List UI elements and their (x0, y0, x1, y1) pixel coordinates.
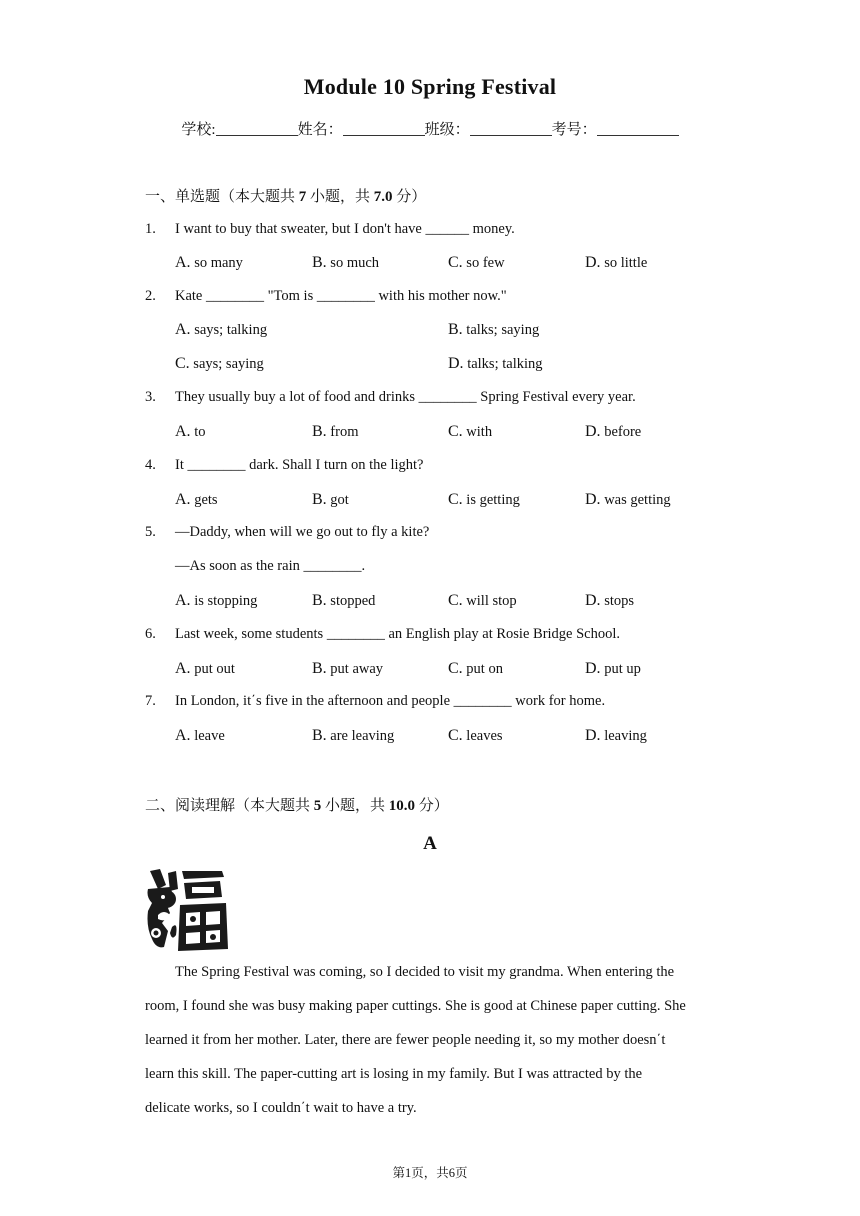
option-letter: D. (585, 592, 601, 609)
option-c[interactable] (175, 355, 264, 373)
option-text: before (604, 424, 642, 440)
question-6 (145, 626, 620, 643)
option-text: put out (194, 661, 235, 677)
section-question-count: 7 (298, 189, 307, 205)
option-b[interactable] (312, 423, 358, 441)
option-text: so little (604, 255, 648, 271)
question-text: In London, it΄s five in the afternoon and people ________ work for home. (175, 693, 606, 709)
option-d[interactable] (585, 592, 634, 610)
question-1 (145, 221, 515, 238)
number-blank (597, 121, 679, 136)
option-d[interactable] (585, 727, 647, 745)
option-c[interactable] (448, 254, 505, 272)
option-text: says; saying (193, 356, 264, 372)
option-d[interactable] (585, 254, 647, 272)
option-letter: D. (585, 660, 601, 677)
option-letter: A. (175, 254, 191, 271)
option-d[interactable] (585, 423, 641, 441)
option-text: got (330, 492, 349, 508)
option-b[interactable] (312, 660, 383, 678)
option-text: put up (604, 661, 641, 677)
school-blank (216, 121, 298, 136)
option-text: talks; talking (467, 356, 543, 372)
question-text: Kate ________ "Tom is ________ with his mother now." (175, 288, 507, 304)
option-text: so few (466, 255, 505, 271)
passage-line: learn this skill. The paper-cutting art is losing in my family. But I was attracted by the (145, 1066, 643, 1082)
option-letter: C. (448, 727, 463, 744)
section-heading-mid: 小题，共 (306, 189, 374, 205)
section-heading-single-choice (145, 185, 426, 206)
option-text: put away (330, 661, 384, 677)
option-a[interactable] (175, 727, 225, 745)
option-d[interactable] (585, 660, 641, 678)
option-a[interactable] (175, 660, 235, 678)
option-letter: D. (585, 727, 601, 744)
option-d[interactable] (585, 491, 671, 509)
option-text: is getting (466, 492, 520, 508)
section-score: 7.0 (373, 189, 393, 205)
option-text: put on (466, 661, 503, 677)
section-heading-prefix: 二、阅读理解（本大题共 (145, 798, 314, 814)
option-text: will stop (466, 593, 517, 609)
option-text: so many (194, 255, 243, 271)
option-a[interactable] (175, 423, 205, 441)
option-text: to (194, 424, 206, 440)
option-text: is stopping (194, 593, 258, 609)
name-label: 姓名： (297, 122, 343, 138)
question-number: 4. (145, 457, 156, 473)
option-letter: A. (175, 592, 191, 609)
section-heading-suffix: 分） (392, 189, 427, 205)
option-letter: B. (312, 491, 327, 508)
option-b[interactable] (312, 254, 379, 272)
option-text: talks; saying (466, 322, 540, 338)
question-number: 6. (145, 626, 156, 642)
option-b[interactable] (312, 491, 349, 509)
question-7 (145, 693, 605, 710)
section-question-count: 5 (313, 798, 322, 814)
class-blank (470, 121, 552, 136)
option-text: with (466, 424, 493, 440)
question-5-reply: —As soon as the rain ________. (175, 558, 366, 574)
option-letter: D. (585, 423, 601, 440)
section-heading-reading (145, 794, 449, 815)
option-letter: B. (312, 254, 327, 271)
question-number: 1. (145, 221, 156, 237)
option-letter: A. (175, 423, 191, 440)
question-text: —Daddy, when will we go out to fly a kite? (175, 524, 430, 540)
passage-title: A (423, 833, 437, 854)
option-text: leaving (604, 728, 647, 744)
section-heading-suffix: 分） (415, 798, 449, 814)
question-2 (145, 288, 507, 305)
option-d[interactable] (448, 355, 543, 373)
option-c[interactable] (448, 491, 520, 509)
section-heading-mid: 小题，共 (321, 798, 389, 814)
option-letter: B. (448, 321, 463, 338)
page-title: Module 10 Spring Festival (303, 74, 557, 99)
option-letter: A. (175, 321, 191, 338)
option-letter: C. (448, 592, 463, 609)
option-text: leave (194, 728, 225, 744)
option-a[interactable] (175, 254, 243, 272)
class-label: 班级： (424, 122, 470, 138)
option-text: stops (604, 593, 635, 609)
option-letter: C. (175, 355, 190, 372)
option-letter: B. (312, 423, 327, 440)
option-c[interactable] (448, 727, 503, 745)
passage-line: The Spring Festival was coming, so I decided to visit my grandma. When entering the (175, 964, 675, 980)
question-number: 3. (145, 389, 156, 405)
option-letter: A. (175, 491, 191, 508)
option-text: so much (330, 255, 380, 271)
option-text: was getting (604, 492, 671, 508)
option-letter: C. (448, 423, 463, 440)
option-letter: B. (312, 592, 327, 609)
question-text: It ________ dark. Shall I turn on the light? (175, 457, 424, 473)
number-label: 考号： (551, 122, 597, 138)
question-4 (145, 457, 423, 474)
option-letter: C. (448, 660, 463, 677)
passage-line: room, I found she was busy making paper cuttings. She is good at Chinese paper cutting. She (145, 998, 686, 1014)
question-3 (145, 389, 636, 406)
option-text: from (330, 424, 359, 440)
question-text: They usually buy a lot of food and drinks ________ Spring Festival every year. (175, 389, 636, 405)
option-text: stopped (330, 593, 376, 609)
option-letter: D. (585, 254, 601, 271)
option-letter: A. (175, 727, 191, 744)
section-heading-prefix: 一、单选题（本大题共 (145, 189, 299, 205)
option-text: leaves (466, 728, 503, 744)
section-score: 10.0 (388, 798, 416, 814)
option-b[interactable] (448, 321, 539, 339)
student-info-line (0, 118, 860, 139)
passage-line: learned it from her mother. Later, there are fewer people needing it, so my mother doesn΄t (145, 1032, 666, 1048)
option-a[interactable] (175, 321, 267, 339)
option-letter: B. (312, 727, 327, 744)
paper-cutting-fu-icon (144, 867, 228, 953)
option-letter: C. (448, 254, 463, 271)
question-number: 2. (145, 288, 156, 304)
option-letter: C. (448, 491, 463, 508)
option-text: says; talking (194, 322, 268, 338)
passage-line: delicate works, so I couldn΄t wait to have a try. (145, 1100, 417, 1116)
option-letter: B. (312, 660, 327, 677)
name-blank (343, 121, 425, 136)
option-letter: A. (175, 660, 191, 677)
question-5 (145, 524, 429, 541)
option-c[interactable] (448, 592, 517, 610)
option-a[interactable] (175, 592, 257, 610)
option-a[interactable] (175, 491, 218, 509)
option-c[interactable] (448, 660, 503, 678)
question-text: Last week, some students ________ an English play at Rosie Bridge School. (175, 626, 621, 642)
question-number: 5. (145, 524, 156, 540)
option-letter: D. (448, 355, 464, 372)
option-text: gets (194, 492, 218, 508)
option-c[interactable] (448, 423, 492, 441)
option-b[interactable] (312, 727, 394, 745)
page-footer: 第1页，共6页 (392, 1166, 468, 1180)
school-label: 学校: (181, 122, 216, 138)
option-letter: D. (585, 491, 601, 508)
option-text: are leaving (330, 728, 395, 744)
option-b[interactable] (312, 592, 375, 610)
question-number: 7. (145, 693, 156, 709)
question-text: I want to buy that sweater, but I don't have ______ money. (175, 221, 515, 237)
